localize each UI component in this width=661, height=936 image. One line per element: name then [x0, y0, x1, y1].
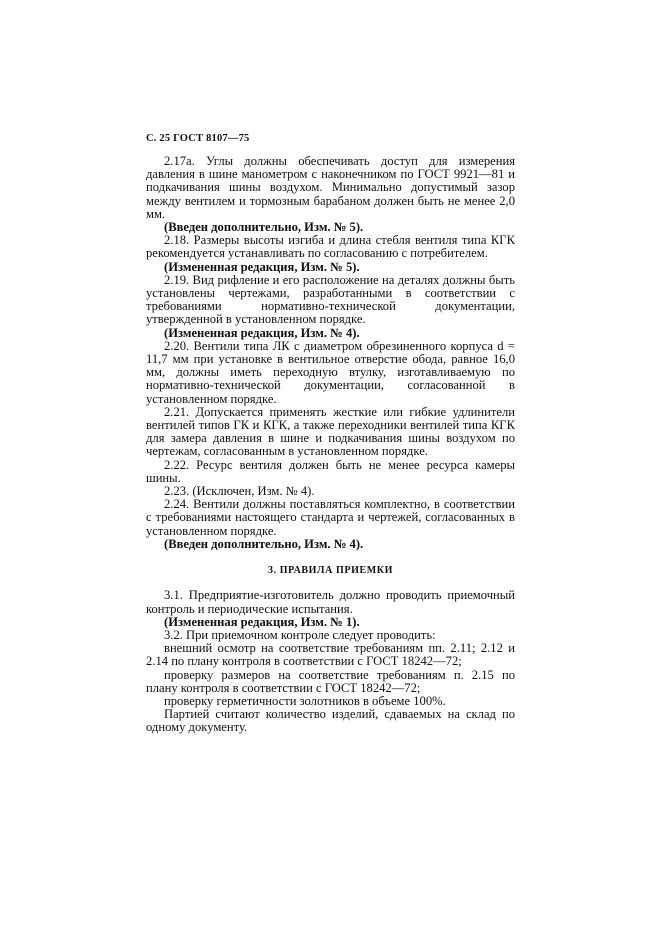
paragraph-2-20: 2.20. Вентили типа ЛК с диаметром обрезиненного корпуса d = 11,7 мм при установке в вентильное отверстие обода, равное 16,0 мм, должны иметь переходную втулку, изготавливаемую по нормативно-технической документации, согласованной в установленном порядке. [146, 338, 515, 406]
paragraph-2-18: 2.18. Размеры высоты изгиба и длина стебля вентиля типа КГК рекомендуется устанавливать по согласованию с потребителем. [146, 233, 515, 261]
paragraph-2-24: 2.24. Вентили должны поставляться комплектно, в соответствии с требованиями настоящего стандарта и чертежей, согласованных в установленном порядке. [146, 497, 515, 538]
amendment-note: (Введен дополнительно, Изм. № 4). [164, 536, 364, 551]
paragraph-2-22: 2.22. Ресурс вентиля должен быть не менее ресурса камеры шины. [146, 457, 515, 485]
section-title: 3. ПРАВИЛА ПРИЕМКИ [267, 565, 394, 577]
page-header: С. 25 ГОСТ 8107—75 [146, 133, 250, 144]
paragraph-3-1: 3.1. Предприятие-изготовитель должно проводить приемочный контроль и периодические испытания. [146, 588, 515, 616]
amendment-note: (Введен дополнительно, Изм. № 5). [164, 220, 364, 235]
list-item-dimension-check: проверку размеров на соответствие требованиям п. 2.15 по плану контроля в соответствии с ГОСТ 18242—72; [146, 667, 515, 695]
paragraph-3-2: 3.2. При приемочном контроле следует проводить: [164, 627, 436, 642]
list-item-visual-inspection: внешний осмотр на соответствие требованиям пп. 2.11; 2.12 и 2.14 по плану контроля в соответствии с ГОСТ 18242—72; [146, 641, 515, 669]
amendment-note: (Измененная редакция, Изм. № 4). [164, 325, 360, 340]
paragraph-2-19: 2.19. Вид рифление и его расположение на деталях должны быть установлены чертежами, разработанными в соответствии с требованиями нормативно-технической документации, утвержденной в установленном порядке. [146, 272, 515, 327]
paragraph-2-23: 2.23. (Исключен, Изм. № 4). [164, 484, 315, 499]
paragraph-2-21: 2.21. Допускается применять жесткие или гибкие удлинители вентилей типов ГК и КГК, а также переходники вентилей типа КГК для замера давления в шине и подкачивания шины воздухом по чертежам, согласованным в установленном порядке. [146, 404, 515, 459]
amendment-note: (Измененная редакция, Изм. № 5). [164, 259, 360, 274]
paragraph-batch-definition: Партией считают количество изделий, сдаваемых на склад по одному документу. [146, 707, 515, 735]
paragraph-2-17a: 2.17а. Углы должны обеспечивать доступ для измерения давления в шине манометром с наконечником по ГОСТ 9921—81 и подкачивания шины воздухом. Минимально допустимый зазор между вентилем и тормозным барабаном должен быть не менее 2,0 мм. [146, 154, 515, 221]
amendment-note: (Измененная редакция, Изм. № 1). [164, 614, 360, 629]
document-body [146, 155, 515, 735]
list-item-tightness-check: проверку герметичности золотников в объеме 100%. [164, 693, 446, 708]
